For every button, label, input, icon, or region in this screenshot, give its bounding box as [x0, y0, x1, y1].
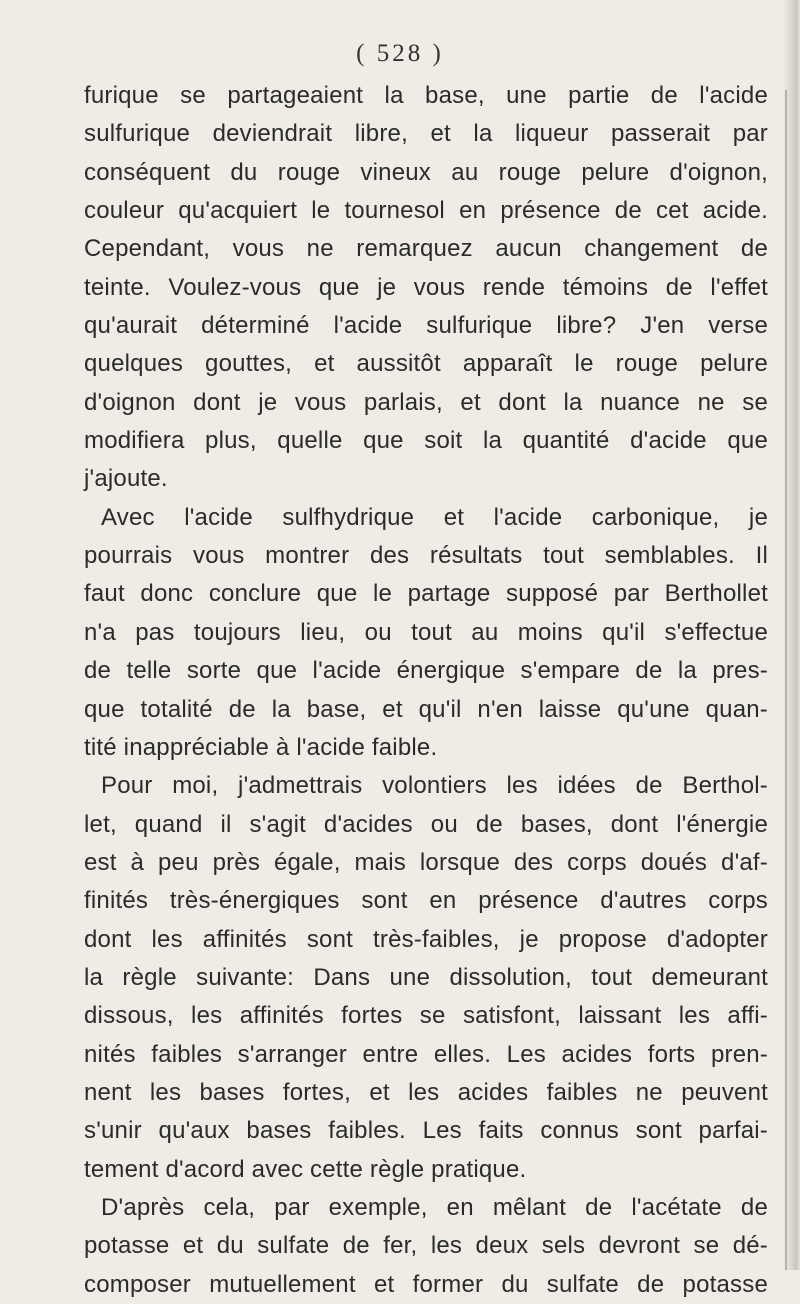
- text-line: D'après cela, par exemple, en mêlant de l'acétate de: [101, 1193, 768, 1221]
- text-line: nent les bases fortes, et les acides faibles ne peuvent: [84, 1078, 768, 1106]
- text-line: est à peu près égale, mais lorsque des corps doués d'af-: [84, 848, 768, 876]
- text-line: conséquent du rouge vineux au rouge pelure d'oignon,: [84, 158, 768, 186]
- text-line: s'unir qu'aux bases faibles. Les faits connus sont parfai-: [84, 1117, 768, 1145]
- text-line: Pour moi, j'admettrais volontiers les idées de Berthol-: [101, 772, 768, 800]
- text-line: dissous, les affinités fortes se satisfont, laissant les affi-: [84, 1002, 768, 1030]
- text-line: finités très-énergiques sont en présence d'autres corps: [84, 887, 768, 915]
- text-line: teinte. Voulez-vous que je vous rende témoins de l'effet: [84, 273, 768, 301]
- body-text: [84, 77, 768, 1304]
- text-line: j'ajoute.: [84, 465, 168, 493]
- text-line: composer mutuellement et former du sulfate de potasse: [84, 1270, 768, 1298]
- text-line: faut donc conclure que le partage supposé par Berthollet: [84, 580, 768, 608]
- text-line: pourrais vous montrer des résultats tout semblables. Il: [84, 542, 768, 570]
- text-line: modifiera plus, quelle que soit la quantité d'acide que: [84, 427, 768, 455]
- text-line: nités faibles s'arranger entre elles. Les acides forts pren-: [84, 1040, 768, 1068]
- text-line: qu'aurait déterminé l'acide sulfurique libre? J'en verse: [84, 312, 768, 340]
- text-line: Cependant, vous ne remarquez aucun changement de: [84, 235, 768, 263]
- text-line: quelques gouttes, et aussitôt apparaît le rouge pelure: [84, 350, 768, 378]
- binding-line: [785, 90, 787, 1270]
- text-line: let, quand il s'agit d'acides ou de bases, dont l'énergie: [84, 810, 768, 838]
- text-line: de telle sorte que l'acide énergique s'empare de la pres-: [84, 657, 768, 685]
- text-line: dont les affinités sont très-faibles, je propose d'adopter: [84, 925, 768, 953]
- text-line: tement d'acord avec cette règle pratique.: [84, 1155, 527, 1183]
- text-line: couleur qu'acquiert le tournesol en présence de cet acide.: [84, 197, 768, 225]
- page-number: ( 528 ): [356, 40, 444, 67]
- text-line: Avec l'acide sulfhydrique et l'acide carbonique, je: [101, 503, 768, 531]
- text-line: potasse et du sulfate de fer, les deux sels devront se dé-: [84, 1232, 768, 1260]
- text-line: d'oignon dont je vous parlais, et dont la nuance ne se: [84, 388, 768, 416]
- text-line: la règle suivante: Dans une dissolution, tout demeurant: [84, 963, 768, 991]
- text-line: que totalité de la base, et qu'il n'en laisse qu'une quan-: [84, 695, 768, 723]
- text-line: sulfurique deviendrait libre, et la liqueur passerait par: [84, 120, 768, 148]
- text-line: tité inappréciable à l'acide faible.: [84, 733, 438, 761]
- text-line: n'a pas toujours lieu, ou tout au moins qu'il s'effectue: [84, 618, 768, 646]
- text-line: furique se partageaient la base, une partie de l'acide: [84, 82, 768, 109]
